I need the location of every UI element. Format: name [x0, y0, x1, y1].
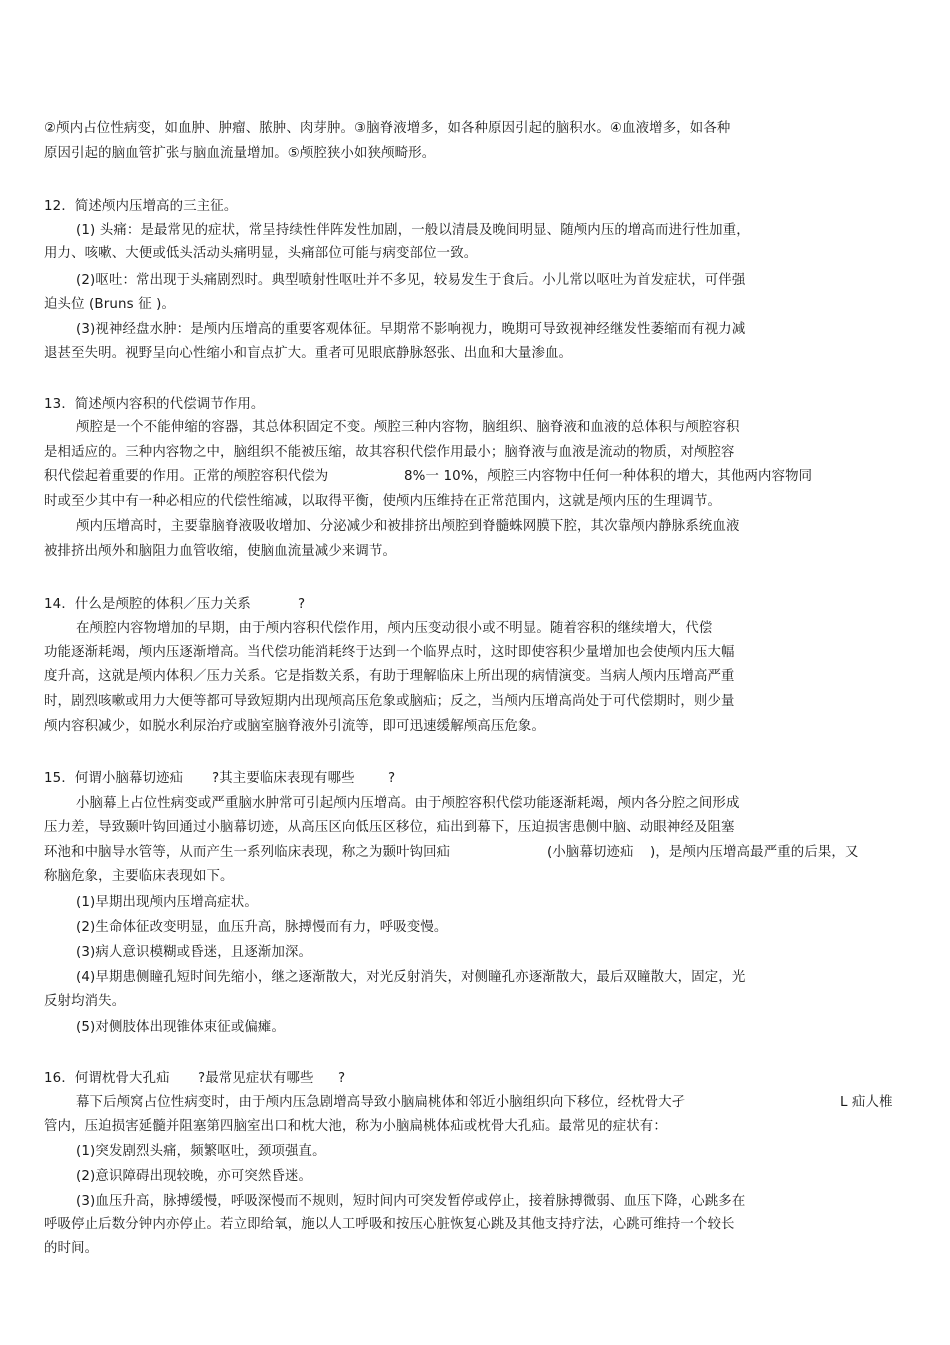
question-heading-part: ?最常见症状有哪些: [198, 1071, 314, 1086]
list-item: (3)血压升高，脉搏缓慢，呼吸深慢而不规则，短时间内可突发暂停或停止，接着脉搏微弱、血压下降，心跳多在: [76, 1194, 746, 1209]
list-item: (2)生命体征改变明显，血压升高，脉搏慢而有力，呼吸变慢。: [76, 920, 448, 935]
text-line: 小脑幕上占位性病变或严重脑水肿常可引起颅内压增高。由于颅腔容积代偿功能逐渐耗竭，颅内各分腔之间形成: [76, 796, 740, 811]
question-mark: ?: [388, 771, 396, 786]
question-mark: ?: [338, 1071, 346, 1086]
text-line: 用力、咳嗽、大便或低头活动头痛明显，头痛部位可能与病变部位一致。: [44, 246, 478, 261]
text-line: L 疝人椎: [840, 1095, 893, 1110]
question-heading: 16．何谓枕骨大孔疝: [44, 1071, 170, 1086]
question-mark: ?: [298, 597, 306, 612]
text-line: 环池和中脑导水管等，从而产生一系列临床表现，称之为颞叶钩回疝: [44, 845, 451, 860]
list-item: (5)对侧肢体出现锥体束征或偏瘫。: [76, 1020, 285, 1035]
question-heading-part: ?其主要临床表现有哪些: [212, 771, 355, 786]
list-item: (2)意识障碍出现较晚，亦可突然昏迷。: [76, 1169, 313, 1184]
list-item: (3)病人意识模糊或昏迷，且逐渐加深。: [76, 945, 313, 960]
text-line: 原因引起的脑血管扩张与脑血流量增加。⑤颅腔狭小如狭颅畸形。: [44, 146, 436, 161]
text-line: 颅腔是一个不能伸缩的容器，其总体积固定不变。颅腔三种内容物，脑组织、脑脊液和血液的总体积与颅腔容积: [76, 420, 740, 435]
question-heading: 13．简述颅内容积的代偿调节作用。: [44, 397, 265, 412]
text-line: (小脑幕切迹疝: [547, 845, 634, 860]
text-line: 积代偿起着重要的作用。正常的颅腔容积代偿为: [44, 469, 329, 484]
text-line: 管内，压迫损害延髓并阻塞第四脑室出口和枕大池，称为小脑扁桃体疝或枕骨大孔疝。最常见的症状有：: [44, 1119, 667, 1134]
text-line: (1) 头痛：是最常见的症状，常呈持续性伴阵发性加剧，一般以清晨及晚间明显、随颅内压的增高而进行性加重，: [76, 223, 750, 238]
text-line: )，是颅内压增高最严重的后果，又: [650, 845, 859, 860]
text-line: 迫头位 (Bruns 征 )。: [44, 297, 176, 312]
text-line: 度升高，这就是颅内体积／压力关系。它是指数关系，有助于理解临床上所出现的病情演变。当病人颅内压增高严重: [44, 669, 735, 684]
list-item: (1)突发剧烈头痛，频繁呕吐，颈项强直。: [76, 1144, 326, 1159]
text-line: (3)视神经盘水肿：是颅内压增高的重要客观体征。早期常不影响视力，晚期可导致视神经继发性萎缩而有视力减: [76, 322, 746, 337]
question-heading: 14．什么是颅腔的体积／压力关系: [44, 597, 251, 612]
text-line: (2)呕吐：常出现于头痛剧烈时。典型喷射性呕吐并不多见，较易发生于食后。小儿常以呕吐为首发症状，可伴强: [76, 273, 746, 288]
question-heading: 12．简述颅内压增高的三主征。: [44, 199, 238, 214]
text-line: ②颅内占位性病变，如血肿、肿瘤、脓肿、肉芽肿。③脑脊液增多，如各种原因引起的脑积水。④血液增多，如各种: [44, 121, 731, 136]
text-line: 时或至少其中有一种必相应的代偿性缩减，以取得平衡，使颅内压维持在正常范围内，这就是颅内压的生理调节。: [44, 494, 722, 509]
text-line: 压力差，导致颞叶钩回通过小脑幕切迹，从高压区向低压区移位，疝出到幕下，压迫损害患侧中脑、动眼神经及阻塞: [44, 820, 735, 835]
text-line: 幕下后颅窝占位性病变时，由于颅内压急剧增高导致小脑扁桃体和邻近小脑组织向下移位，经枕骨大孑: [76, 1095, 686, 1110]
text-line: 时，剧烈咳嗽或用力大便等都可导致短期内出现颅高压危象或脑疝；反之，当颅内压增高尚处于可代偿期时，则少量: [44, 694, 735, 709]
text-line: 称脑危象，主要临床表现如下。: [44, 869, 234, 884]
list-item: (4)早期患侧瞳孔短时间先缩小，继之逐渐散大，对光反射消失，对侧瞳孔亦逐渐散大，最后双瞳散大，固定，光: [76, 970, 746, 985]
text-line: 颅内容积减少，如脱水利尿治疗或脑室脑脊液外引流等，即可迅速缓解颅高压危象。: [44, 719, 546, 734]
text-line: 功能逐渐耗竭，颅内压逐渐增高。当代偿功能消耗终于达到一个临界点时，这时即使容积少量增加也会使颅内压大幅: [44, 645, 735, 660]
list-item: (1)早期出现颅内压增高症状。: [76, 895, 258, 910]
text-line: 在颅腔内容物增加的早期，由于颅内容积代偿作用，颅内压变动很小或不明显。随着容积的继续增大，代偿: [76, 621, 713, 636]
text-line: 退甚至失明。视野呈向心性缩小和盲点扩大。重者可见眼底静脉怒张、出血和大量渗血。: [44, 346, 573, 361]
text-line: 被排挤出颅外和脑阻力血管收缩，使脑血流量减少来调节。: [44, 544, 397, 559]
text-line: 颅内压增高时，主要靠脑脊液吸收增加、分泌减少和被排挤出颅腔到脊髓蛛网膜下腔，其次靠颅内静脉系统血液: [76, 519, 740, 534]
text-line: 呼吸停止后数分钟内亦停止。若立即给氧，施以人工呼吸和按压心脏恢复心跳及其他支持疗法，心跳可维持一个较长: [44, 1217, 735, 1232]
text-line: 的时间。: [44, 1241, 99, 1256]
text-line: 是相适应的。三种内容物之中，脑组织不能被压缩，故其容积代偿作用最小；脑脊液与血液是流动的物质，对颅腔容: [44, 445, 735, 460]
question-heading: 15．何谓小脑幕切迹疝: [44, 771, 184, 786]
text-line: 反射均消失。: [44, 994, 126, 1009]
text-line: 8%一 10%，颅腔三内容物中任何一种体积的增大，其他两内容物同: [404, 469, 813, 484]
